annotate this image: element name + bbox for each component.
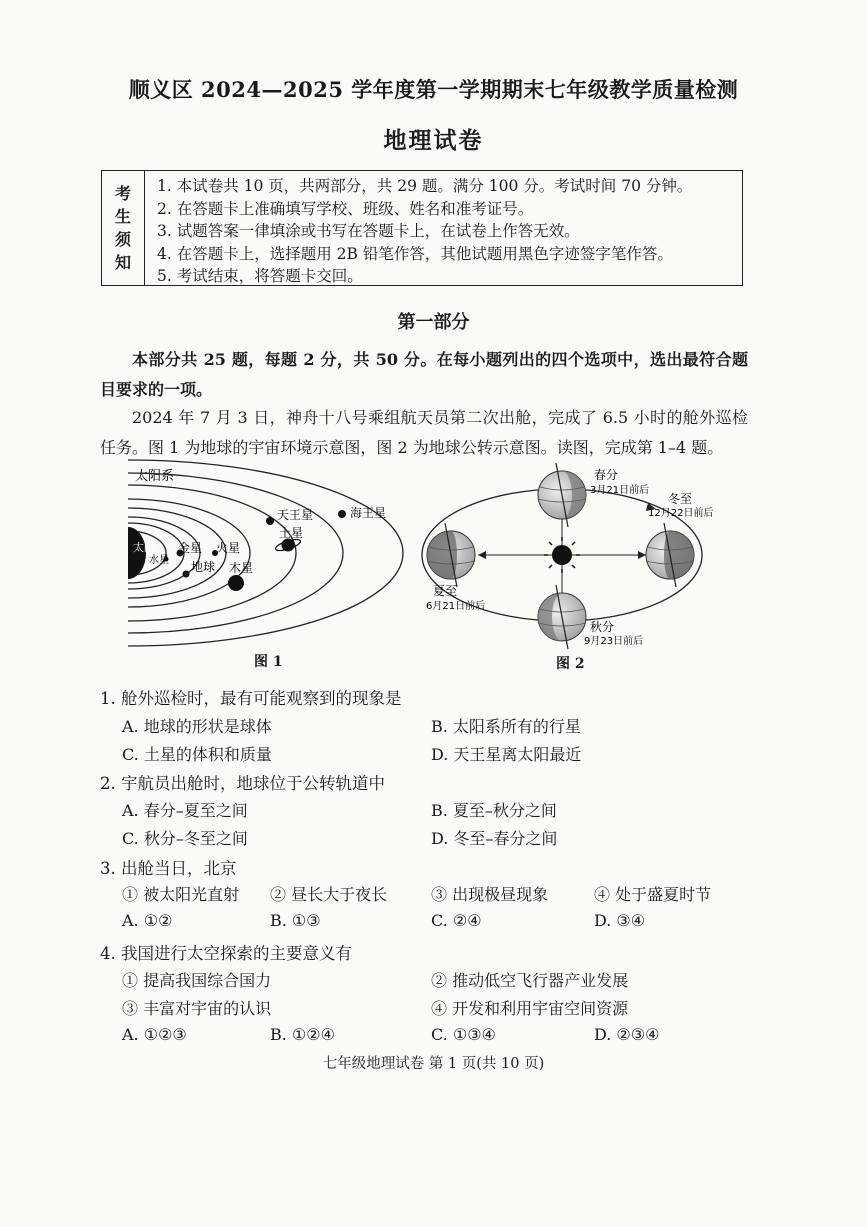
question-3-option-a[interactable]: A. ①② bbox=[122, 911, 173, 930]
notice-item: 5. 考试结束，将答题卡交回。 bbox=[157, 267, 363, 285]
solar-system-label: 太阳系 bbox=[135, 469, 175, 484]
planet-label-venus: 金星 bbox=[178, 541, 203, 555]
question-4-option-b[interactable]: B. ①②④ bbox=[270, 1025, 335, 1044]
earth-dot bbox=[183, 571, 190, 578]
planet-label-saturn: 土星 bbox=[279, 526, 304, 540]
planet-label-earth: 地球 bbox=[191, 560, 216, 574]
label-winter-date: 12月22日前后 bbox=[648, 508, 714, 519]
question-4-statement-2: ② 推动低空飞行器产业发展 bbox=[431, 971, 629, 990]
part-instruction: 本部分共 25 题，每题 2 分，共 50 分。在每小题列出的四个选项中，选出最符合题目要求的一项。 bbox=[100, 350, 748, 399]
label-spring-date: 3月21日前后 bbox=[590, 485, 650, 496]
figure2-caption: 图 2 bbox=[556, 656, 585, 672]
question-3-option-c[interactable]: C. ②④ bbox=[431, 911, 482, 930]
notice-items bbox=[145, 171, 742, 285]
figure2-revolution bbox=[422, 463, 713, 649]
exam-subject: 地理试卷 bbox=[383, 127, 484, 154]
label-summer: 夏至 bbox=[433, 584, 458, 598]
globe-autumn bbox=[538, 585, 586, 649]
question-3-statement-1: ① 被太阳光直射 bbox=[122, 885, 240, 904]
question-4-option-a[interactable]: A. ①②③ bbox=[122, 1025, 187, 1044]
label-autumn-date: 9月23日前后 bbox=[584, 636, 644, 647]
page-footer: 七年级地理试卷 第 1 页(共 10 页) bbox=[322, 1056, 545, 1072]
question-1-option-a[interactable]: A. 地球的形状是球体 bbox=[122, 717, 272, 736]
question-3-statement-2: ② 昼长大于夜长 bbox=[270, 885, 388, 904]
question-4-stem: 4. 我国进行太空探索的主要意义有 bbox=[100, 944, 352, 963]
label-spring: 春分 bbox=[594, 468, 619, 482]
notice-label bbox=[102, 171, 145, 285]
sun-label: 太阳 bbox=[133, 541, 155, 554]
notice-box bbox=[101, 170, 743, 286]
notice-label-char: 生 bbox=[114, 207, 131, 226]
jupiter-dot bbox=[228, 575, 244, 591]
question-3-stem: 3. 出舱当日，北京 bbox=[100, 859, 237, 878]
neptune-dot bbox=[338, 510, 346, 518]
globe-spring bbox=[538, 463, 586, 527]
planet-label-uranus: 天王星 bbox=[277, 508, 314, 522]
question-2-stem: 2. 宇航员出舱时，地球位于公转轨道中 bbox=[100, 774, 385, 793]
notice-label-char: 知 bbox=[114, 253, 131, 272]
question-1-option-d[interactable]: D. 天王星离太阳最近 bbox=[431, 745, 582, 764]
exam-title: 顺义区 2024—2025 学年度第一学期期末七年级教学质量检测 bbox=[128, 77, 739, 102]
question-2-option-a[interactable]: A. 春分–夏至之间 bbox=[122, 801, 248, 820]
label-winter: 冬至 bbox=[668, 492, 693, 506]
notice-label-char: 须 bbox=[114, 230, 131, 249]
label-summer-date: 6月21日前后 bbox=[426, 601, 486, 612]
question-3-option-b[interactable]: B. ①③ bbox=[270, 911, 321, 930]
planet-label-mercury: 水星 bbox=[149, 555, 169, 566]
planet-label-mars: 火星 bbox=[216, 541, 241, 555]
question-4-statement-3: ③ 丰富对宇宙的认识 bbox=[122, 999, 272, 1018]
question-4-statement-4: ④ 开发和利用宇宙空间资源 bbox=[431, 999, 629, 1018]
question-2-option-b[interactable]: B. 夏至–秋分之间 bbox=[431, 801, 557, 820]
sun-center bbox=[552, 545, 572, 565]
part-title: 第一部分 bbox=[397, 312, 470, 333]
planet-label-neptune: 海王星 bbox=[350, 506, 387, 520]
notice-label-char: 考 bbox=[114, 184, 131, 203]
question-context: 2024 年 7 月 3 日，神舟十八号乘组航天员第二次出舱，完成了 6.5 小时的舱外巡检任务。图 1 为地球的宇宙环境示意图，图 2 为地球公转示意图。读图，完成第 1–4 题。 bbox=[100, 408, 748, 457]
figures-svg bbox=[0, 455, 867, 670]
notice-item: 1. 本试卷共 10 页，共两部分，共 29 题。满分 100 分。考试时间 70 分钟。 bbox=[157, 177, 693, 195]
globe-winter bbox=[646, 523, 694, 587]
question-2-option-c[interactable]: C. 秋分–冬至之间 bbox=[122, 829, 248, 848]
notice-item: 2. 在答题卡上准确填写学校、班级、姓名和准考证号。 bbox=[157, 199, 534, 218]
question-1-option-b[interactable]: B. 太阳系所有的行星 bbox=[431, 717, 581, 736]
globe-summer bbox=[427, 523, 475, 587]
question-3-option-d[interactable]: D. ③④ bbox=[594, 911, 646, 930]
question-4-option-c[interactable]: C. ①③④ bbox=[431, 1025, 496, 1044]
question-1-stem: 1. 舱外巡检时，最有可能观察到的现象是 bbox=[100, 689, 402, 708]
question-4-option-d[interactable]: D. ②③④ bbox=[594, 1025, 660, 1044]
figure1-solar-system bbox=[0, 460, 403, 646]
question-4-statement-1: ① 提高我国综合国力 bbox=[122, 971, 272, 990]
question-1-option-c[interactable]: C. 土星的体积和质量 bbox=[122, 745, 272, 764]
planet-label-jupiter: 木星 bbox=[229, 561, 254, 575]
uranus-dot bbox=[266, 517, 274, 525]
question-3-statement-3: ③ 出现极昼现象 bbox=[431, 885, 549, 904]
question-3-statement-4: ④ 处于盛夏时节 bbox=[594, 885, 712, 904]
figure1-caption: 图 1 bbox=[254, 654, 283, 670]
notice-item: 4. 在答题卡上，选择题用 2B 铅笔作答，其他试题用黑色字迹签字笔作答。 bbox=[157, 244, 673, 263]
question-2-option-d[interactable]: D. 冬至–春分之间 bbox=[431, 829, 558, 848]
label-autumn: 秋分 bbox=[590, 620, 615, 634]
notice-item: 3. 试题答案一律填涂或书写在答题卡上，在试卷上作答无效。 bbox=[157, 222, 580, 240]
